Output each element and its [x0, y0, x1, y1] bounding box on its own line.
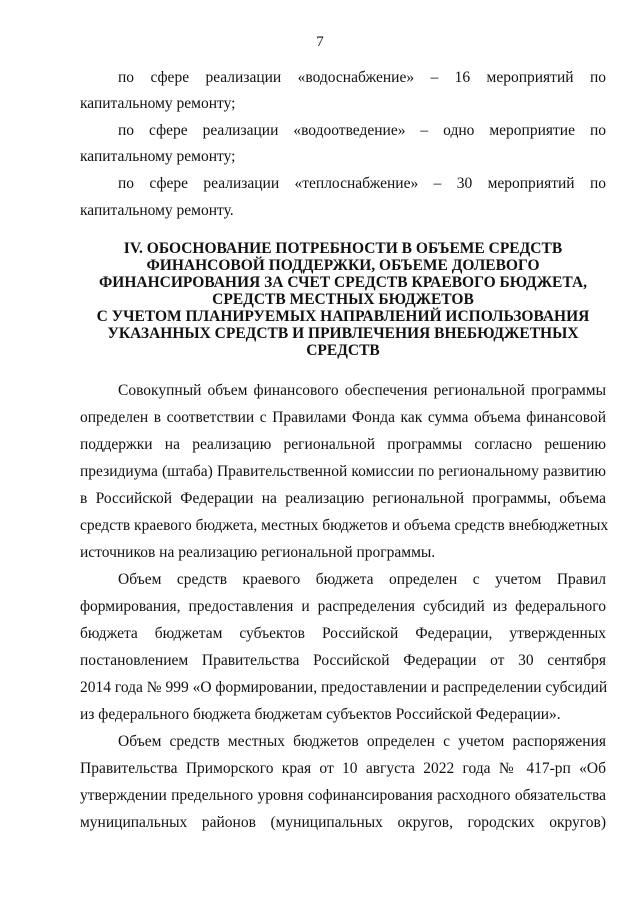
- paragraph-1-line: средств краевого бюджета, местных бюджетов и объема средств внебюджетных: [80, 517, 609, 534]
- section-heading-line: СРЕДСТВ МЕСТНЫХ БЮДЖЕТОВ: [212, 291, 474, 308]
- section-heading-line: IV. ОБОСНОВАНИЕ ПОТРЕБНОСТИ В ОБЪЕМЕ СРЕДСТВ: [123, 240, 563, 257]
- paragraph-2-line: бюджета бюджетам субъектов Российской Федерации, утвержденных: [80, 625, 606, 642]
- paragraph-2-line: постановлением Правительства Российской Федерации от 30 сентября: [80, 652, 606, 669]
- paragraph-1-line: в Российской Федерации на реализацию региональной программы, объема: [80, 490, 606, 507]
- paragraph-3-line: Объем средств местных бюджетов определен с учетом распоряжения: [118, 733, 606, 750]
- section-heading-line: СРЕДСТВ: [306, 342, 380, 359]
- list-item-heat-supply: по сфере реализации «теплоснабжение» – 30 мероприятий по: [118, 175, 606, 192]
- paragraph-3-line: муниципальных районов (муниципальных округов, городских округов): [80, 814, 606, 831]
- paragraph-2-line: формирования, предоставления и распределения субсидий из федерального: [80, 598, 606, 615]
- paragraph-1-line: определен в соответствии с Правилами Фонда как сумма объема финансовой: [80, 409, 606, 426]
- paragraph-3-line: утверждении предельного уровня софинансирования расходного обязательства: [80, 787, 606, 804]
- section-heading-line: ФИНАНСИРОВАНИЯ ЗА СЧЕТ СРЕДСТВ КРАЕВОГО БЮДЖЕТА,: [98, 274, 588, 291]
- list-item-heat-supply-cont: капитальному ремонту.: [80, 202, 234, 219]
- list-item-water-supply-cont: капитальному ремонту;: [80, 95, 236, 112]
- paragraph-2-line: 2014 года № 999 «О формировании, предоставлении и распределении субсидий: [80, 679, 608, 696]
- paragraph-1-line: поддержки на реализацию региональной программы согласно решению: [80, 436, 606, 453]
- list-item-drainage-cont: капитальному ремонту;: [80, 148, 236, 165]
- paragraph-1-line: источников на реализацию региональной программы.: [80, 544, 436, 561]
- paragraph-1-line: президиума (штаба) Правительственной комиссии по региональному развитию: [80, 463, 606, 480]
- list-item-water-supply: по сфере реализации «водоснабжение» – 16 мероприятий по: [118, 69, 606, 86]
- section-heading-line: С УЧЕТОМ ПЛАНИРУЕМЫХ НАПРАВЛЕНИЙ ИСПОЛЬЗОВАНИЯ: [96, 308, 590, 325]
- paragraph-1-line: Совокупный объем финансового обеспечения региональной программы: [118, 382, 606, 399]
- paragraph-3-line: Правительства Приморского края от 10 августа 2022 года № 417-рп «Об: [80, 760, 606, 777]
- section-heading-line: УКАЗАННЫХ СРЕДСТВ И ПРИВЛЕЧЕНИЯ ВНЕБЮДЖЕТНЫХ: [107, 325, 579, 342]
- paragraph-2-line: из федерального бюджета бюджетам субъектов Российской Федерации».: [80, 706, 561, 723]
- paragraph-2-line: Объем средств краевого бюджета определен с учетом Правил: [118, 571, 606, 588]
- section-heading-line: ФИНАНСОВОЙ ПОДДЕРЖКИ, ОБЪЕМЕ ДОЛЕВОГО: [146, 257, 540, 274]
- page-number: 7: [316, 34, 324, 50]
- list-item-drainage: по сфере реализации «водоотведение» – одно мероприятие по: [118, 122, 606, 139]
